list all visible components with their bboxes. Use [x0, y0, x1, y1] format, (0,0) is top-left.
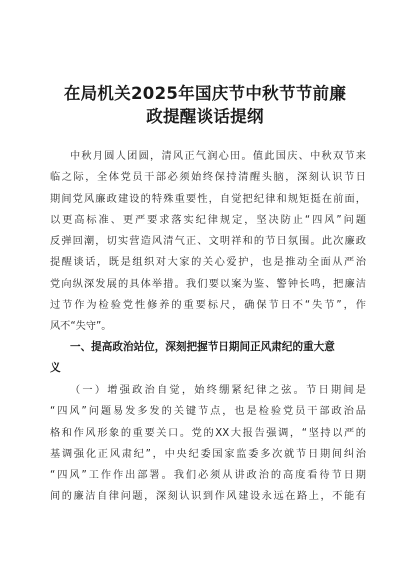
text-line: （一）增强政治自觉，始终绷紧纪律之弦。节日期间是 — [70, 385, 366, 396]
document-title-line-2: 政提醒谈话提纲 — [146, 107, 264, 126]
text-line: 基调强化正风肃纪”，中央纪委国家监委多次就节日期间纠治 — [50, 448, 366, 460]
section-1-paragraph-1 — [50, 380, 366, 508]
text-line: 间的廉洁自律问题，深刻认识到作风建设永远在路上，不能有 — [50, 491, 366, 503]
document-title-line-1: 在局机关2025年国庆节中秋节节前廉 — [63, 84, 347, 103]
section-heading-1 — [50, 337, 366, 380]
text-line: 格和作风形象的重要关口。党的XX大报告强调，“坚持以严的 — [50, 427, 366, 439]
heading-line: 义 — [50, 362, 61, 375]
text-line: 期间党风廉政建设的特殊重要性，自觉把纪律和规矩挺在前面， — [50, 193, 366, 205]
text-line: 以更高标准、更严要求落实纪律规定，坚决防止“四风”问题 — [50, 214, 366, 226]
text-line: 临之际，全体党员干部必须始终保持清醒头脑，深刻认识节日 — [50, 172, 366, 184]
text-line: 风不“失守”。 — [50, 321, 112, 333]
text-line: 反弹回潮，切实营造风清气正、文明祥和的节日氛围。此次廉政 — [50, 236, 366, 248]
text-line: 提醒谈话，既是组织对大家的关心爱护，也是推动全面从严治 — [50, 257, 366, 269]
intro-paragraph — [50, 146, 366, 338]
heading-line: 一、提高政治站位，深刻把握节日期间正风肃纪的重大意 — [70, 341, 335, 353]
text-line: 党向纵深发展的具体举措。我们要以案为鉴、警钟长鸣，把廉洁 — [50, 278, 366, 290]
text-line: 中秋月圆人团圆，清风正气润心田。值此国庆、中秋双节来 — [70, 151, 366, 162]
text-line: 过节作为检验党性修养的重要标尺，确保节日不“失节”，作 — [50, 300, 366, 312]
text-line: “四风”工作作出部署。我们必须从讲政治的高度看待节日期 — [50, 470, 366, 482]
text-line: “四风”问题易发多发的关键节点，也是检验党员干部政治品 — [50, 406, 366, 418]
